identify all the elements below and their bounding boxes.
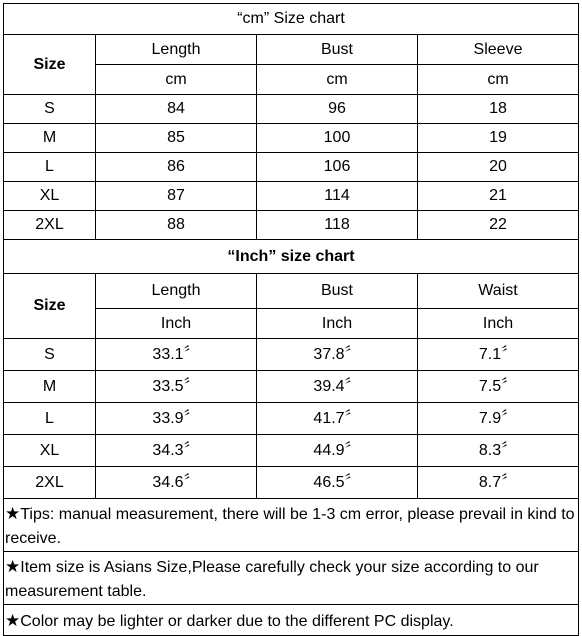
bust-cell: 46.5〞 bbox=[257, 467, 418, 499]
size-chart-table bbox=[3, 3, 579, 636]
size-cell: XL bbox=[4, 182, 96, 211]
length-cell: 84 bbox=[96, 95, 257, 124]
cm-column-bust: Bust bbox=[257, 35, 418, 65]
size-cell: 2XL bbox=[4, 467, 96, 499]
inch-size-header: Size bbox=[4, 274, 96, 339]
inch-column-waist: Waist bbox=[418, 274, 579, 309]
cm-unit-length: cm bbox=[96, 65, 257, 95]
note-text: Tips: manual measurement, there will be 1-3 cm error, please prevail in kind to receive. bbox=[5, 505, 575, 547]
sleeve-cell: 22 bbox=[418, 211, 579, 240]
bust-cell: 96 bbox=[257, 95, 418, 124]
inch-unit-waist: Inch bbox=[418, 309, 579, 339]
bust-cell: 44.9〞 bbox=[257, 435, 418, 467]
size-cell: XL bbox=[4, 435, 96, 467]
bust-cell: 39.4〞 bbox=[257, 371, 418, 403]
table-row bbox=[4, 339, 579, 371]
size-cell: M bbox=[4, 124, 96, 153]
note-color bbox=[4, 605, 579, 636]
note-text: Color may be lighter or darker due to the different PC display. bbox=[20, 612, 454, 630]
note-tips bbox=[4, 499, 579, 552]
note-text: Item size is Asians Size,Please carefully check your size according to our measurement table. bbox=[5, 558, 539, 600]
size-cell: 2XL bbox=[4, 211, 96, 240]
cm-column-length: Length bbox=[96, 35, 257, 65]
length-cell: 86 bbox=[96, 153, 257, 182]
size-cell: S bbox=[4, 339, 96, 371]
inch-chart-title: “Inch” size chart bbox=[4, 240, 579, 274]
inch-unit-length: Inch bbox=[96, 309, 257, 339]
length-cell: 33.5〞 bbox=[96, 371, 257, 403]
bust-cell: 114 bbox=[257, 182, 418, 211]
table-row bbox=[4, 211, 579, 240]
table-row bbox=[4, 95, 579, 124]
bust-cell: 106 bbox=[257, 153, 418, 182]
waist-cell: 7.1〞 bbox=[418, 339, 579, 371]
bust-cell: 118 bbox=[257, 211, 418, 240]
length-cell: 87 bbox=[96, 182, 257, 211]
table-row bbox=[4, 435, 579, 467]
table-row bbox=[4, 371, 579, 403]
cm-size-header: Size bbox=[4, 35, 96, 95]
size-cell: L bbox=[4, 153, 96, 182]
note-asian-size bbox=[4, 552, 579, 605]
length-cell: 33.9〞 bbox=[96, 403, 257, 435]
star-icon: ★ bbox=[5, 503, 21, 523]
waist-cell: 8.7〞 bbox=[418, 467, 579, 499]
length-cell: 34.6〞 bbox=[96, 467, 257, 499]
waist-cell: 8.3〞 bbox=[418, 435, 579, 467]
table-row bbox=[4, 124, 579, 153]
size-chart-sheet bbox=[3, 3, 578, 636]
cm-chart-title: “cm” Size chart bbox=[4, 4, 579, 35]
star-icon: ★ bbox=[5, 610, 21, 630]
length-cell: 85 bbox=[96, 124, 257, 153]
size-cell: L bbox=[4, 403, 96, 435]
table-row bbox=[4, 467, 579, 499]
length-cell: 34.3〞 bbox=[96, 435, 257, 467]
table-row bbox=[4, 153, 579, 182]
cm-unit-sleeve: cm bbox=[418, 65, 579, 95]
waist-cell: 7.5〞 bbox=[418, 371, 579, 403]
inch-column-bust: Bust bbox=[257, 274, 418, 309]
length-cell: 33.1〞 bbox=[96, 339, 257, 371]
size-cell: S bbox=[4, 95, 96, 124]
sleeve-cell: 18 bbox=[418, 95, 579, 124]
inch-column-length: Length bbox=[96, 274, 257, 309]
sleeve-cell: 21 bbox=[418, 182, 579, 211]
table-row bbox=[4, 182, 579, 211]
cm-column-sleeve: Sleeve bbox=[418, 35, 579, 65]
sleeve-cell: 20 bbox=[418, 153, 579, 182]
star-icon: ★ bbox=[5, 556, 21, 576]
bust-cell: 41.7〞 bbox=[257, 403, 418, 435]
waist-cell: 7.9〞 bbox=[418, 403, 579, 435]
cm-unit-bust: cm bbox=[257, 65, 418, 95]
bust-cell: 100 bbox=[257, 124, 418, 153]
inch-unit-bust: Inch bbox=[257, 309, 418, 339]
size-cell: M bbox=[4, 371, 96, 403]
length-cell: 88 bbox=[96, 211, 257, 240]
table-row bbox=[4, 403, 579, 435]
sleeve-cell: 19 bbox=[418, 124, 579, 153]
bust-cell: 37.8〞 bbox=[257, 339, 418, 371]
